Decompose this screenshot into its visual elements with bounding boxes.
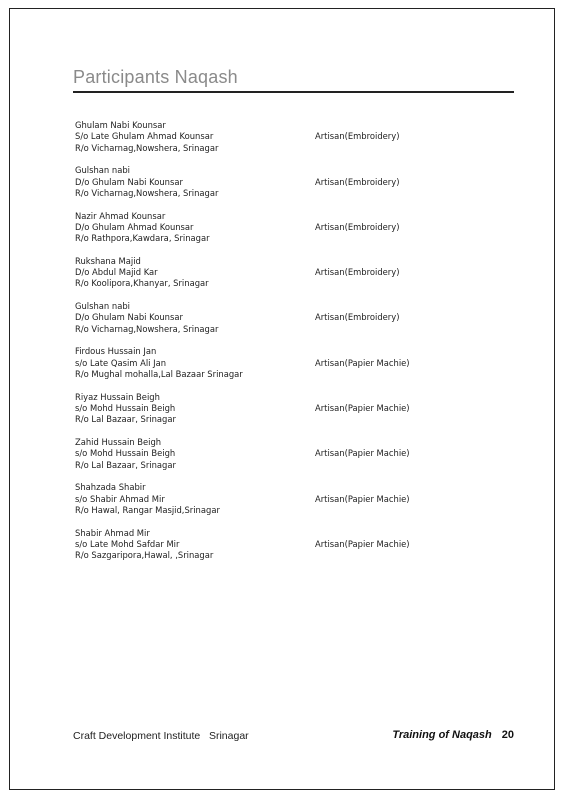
page-number: 20 xyxy=(501,729,514,741)
participants-list xyxy=(75,120,505,573)
participant-name: Firdous Hussain Jan xyxy=(75,346,157,357)
participant-address: R/o Rathpora,Kawdara, Srinagar xyxy=(75,233,210,244)
participant-entry xyxy=(75,165,505,210)
participant-role: Artisan(Embroidery) xyxy=(315,312,400,323)
participant-role: Artisan(Embroidery) xyxy=(315,131,400,142)
participant-role: Artisan(Embroidery) xyxy=(315,267,400,278)
participant-address: R/o Lal Bazaar, Srinagar xyxy=(75,459,176,470)
participant-relation: s/o Mohd Hussain Beigh xyxy=(75,448,176,459)
participant-name: Rukshana Majid xyxy=(75,255,141,266)
participant-relation: s/o Shabir Ahmad Mir xyxy=(75,493,165,504)
footer-institute: Craft Development Institute Srinagar xyxy=(73,730,249,742)
footer-publication-title: Training of Naqash xyxy=(392,729,492,741)
participant-relation: s/o Late Mohd Safdar Mir xyxy=(75,538,180,549)
participant-role: Artisan(Papier Machie) xyxy=(315,538,410,549)
participant-name: Ghulam Nabi Kounsar xyxy=(75,120,166,130)
participant-entry xyxy=(75,256,505,301)
participant-address: R/o Vicharnag,Nowshera, Srinagar xyxy=(75,323,219,334)
participant-relation: D/o Ghulam Nabi Kounsar xyxy=(75,176,183,187)
participant-name: Gulshan nabi xyxy=(75,301,130,312)
participant-entry xyxy=(75,301,505,346)
participant-relation: D/o Abdul Majid Kar xyxy=(75,267,158,278)
participant-role: Artisan(Papier Machie) xyxy=(315,403,410,414)
participant-relation: s/o Mohd Hussain Beigh xyxy=(75,403,176,414)
participant-entry xyxy=(75,120,505,165)
participant-relation: s/o Late Qasim Ali Jan xyxy=(75,357,167,368)
footer-publication xyxy=(392,729,514,741)
participant-address: R/o Vicharnag,Nowshera, Srinagar xyxy=(75,187,219,198)
participant-name: Shahzada Shabir xyxy=(75,482,146,493)
title-underline xyxy=(73,91,514,93)
participant-entry xyxy=(75,482,505,527)
participant-role: Artisan(Papier Machie) xyxy=(315,357,410,368)
participant-address: R/o Hawal, Rangar Masjid,Srinagar xyxy=(75,504,220,515)
participant-entry xyxy=(75,528,505,573)
participant-address: R/o Sazgaripora,Hawal, ,Srinagar xyxy=(75,550,214,561)
participant-role: Artisan(Embroidery) xyxy=(315,176,400,187)
participant-address: R/o Koolipora,Khanyar, Srinagar xyxy=(75,278,209,289)
participant-role: Artisan(Papier Machie) xyxy=(315,448,410,459)
participant-relation: S/o Late Ghulam Ahmad Kounsar xyxy=(75,131,214,142)
participant-name: Nazir Ahmad Kounsar xyxy=(75,210,166,221)
participant-name: Zahid Hussain Beigh xyxy=(75,437,162,448)
participant-relation: D/o Ghulam Nabi Kounsar xyxy=(75,312,183,323)
participant-relation: D/o Ghulam Ahmad Kounsar xyxy=(75,221,194,232)
participant-address: R/o Mughal mohalla,Lal Bazaar Srinagar xyxy=(75,369,243,380)
participant-name: Shabir Ahmad Mir xyxy=(75,527,150,538)
participant-entry xyxy=(75,437,505,482)
participant-role: Artisan(Embroidery) xyxy=(315,221,400,232)
participant-entry xyxy=(75,211,505,256)
participant-role: Artisan(Papier Machie) xyxy=(315,493,410,504)
participant-name: Riyaz Hussain Beigh xyxy=(75,391,160,402)
page-title: Participants Naqash xyxy=(73,67,238,87)
participant-entry xyxy=(75,392,505,437)
participant-address: R/o Vicharnag,Nowshera, Srinagar xyxy=(75,142,219,153)
participant-address: R/o Lal Bazaar, Srinagar xyxy=(75,414,176,425)
participant-entry xyxy=(75,346,505,391)
participant-name: Gulshan nabi xyxy=(75,165,130,176)
